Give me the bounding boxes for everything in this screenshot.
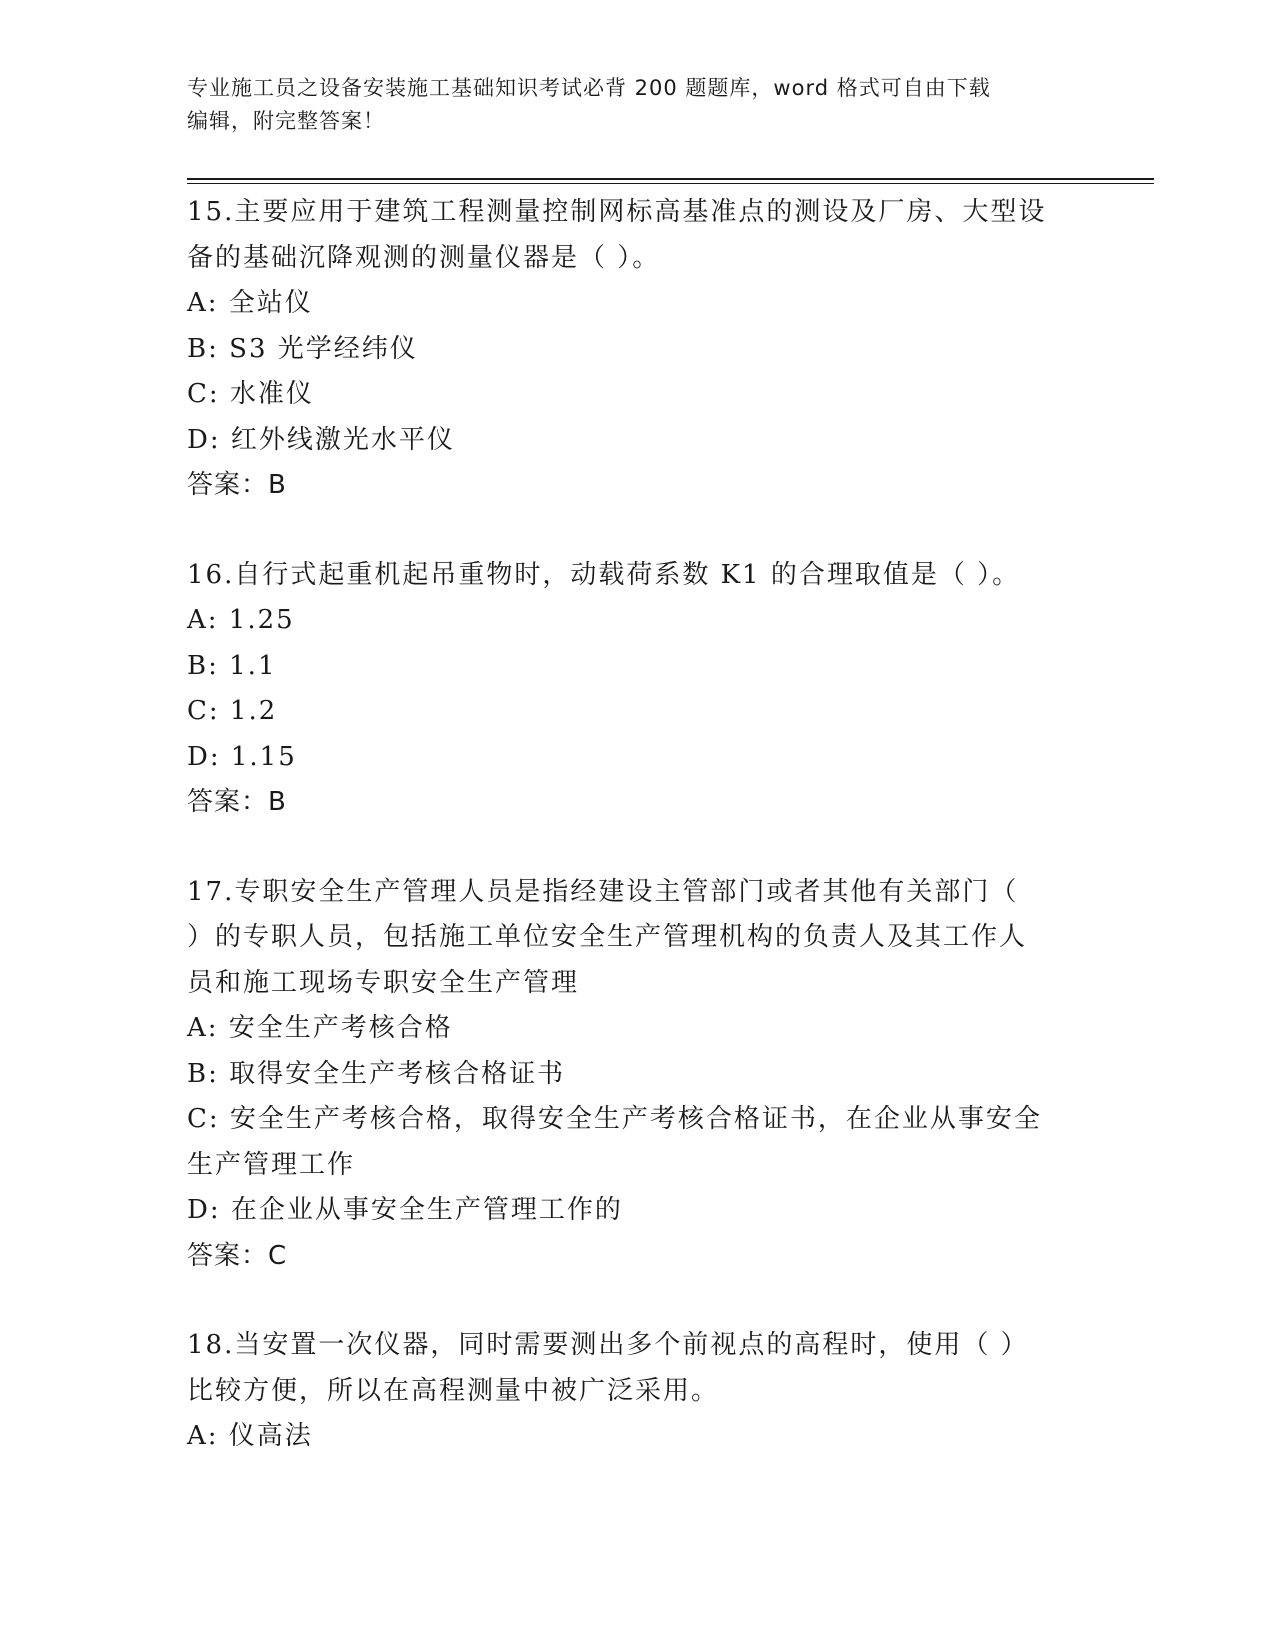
question-list [187,190,1087,1504]
option-a: A: 1.25 [187,605,295,635]
question-stem: 比较方便，所以在高程测量中被广泛采用。 [187,1375,720,1406]
header-divider-thick [187,178,1154,180]
option-d: D: 红外线激光水平仪 [187,424,455,455]
option-c-continued: 生产管理工作 [187,1149,356,1180]
header-divider-thin [187,183,1154,184]
answer: 答案：C [187,1240,288,1271]
question-stem: 15.主要应用于建筑工程测量控制网标高基准点的测设及厂房、大型设 [187,197,1047,227]
option-b: B: S3 光学经纬仪 [187,333,418,364]
option-d: D: 在企业从事安全生产管理工作的 [187,1195,623,1225]
document-header [187,72,1067,138]
option-c: C: 安全生产考核合格，取得安全生产考核合格证书，在企业从事安全 [187,1104,1042,1134]
question-stem: 18.当安置一次仪器，同时需要测出多个前视点的高程时，使用（ ） [187,1330,1029,1360]
option-d: D: 1.15 [187,741,297,772]
answer: 答案：B [187,470,287,500]
option-a: A: 全站仪 [187,288,313,318]
question-15 [187,190,1087,509]
question-stem: 17.专职安全生产管理人员是指经建设主管部门或者其他有关部门（ [187,876,1019,907]
question-18 [187,1323,1087,1460]
question-stem: 员和施工现场专职安全生产管理 [187,967,580,998]
header-line-1: 专业施工员之设备安装施工基础知识考试必背 200 题题库，word 格式可自由下载 [187,76,991,100]
header-line-2: 编辑，附完整答案！ [187,109,385,133]
question-16 [187,553,1087,826]
option-c: C: 1.2 [187,696,278,726]
option-a: A: 安全生产考核合格 [187,1013,453,1043]
question-stem: 16.自行式起重机起吊重物时，动载荷系数 K1 的合理取值是（ ）。 [187,559,1021,590]
option-b: B: 取得安全生产考核合格证书 [187,1058,566,1089]
option-a: A: 仪高法 [187,1421,313,1451]
question-17 [187,870,1087,1280]
answer: 答案：B [187,787,287,817]
option-b: B: 1.1 [187,650,277,681]
question-stem: ）的专职人员，包括施工单位安全生产管理机构的负责人及其工作人 [187,922,1028,952]
option-c: C: 水准仪 [187,379,314,409]
question-stem: 备的基础沉降观测的测量仪器是（ ）。 [187,242,661,273]
